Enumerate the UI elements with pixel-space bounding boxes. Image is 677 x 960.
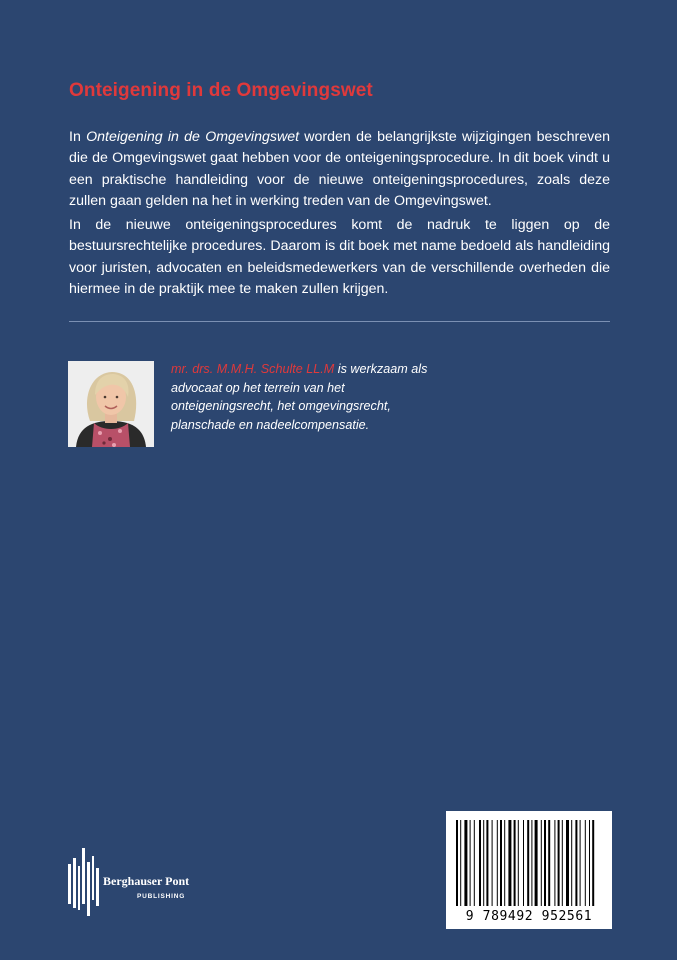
barcode-bar: [464, 820, 467, 906]
barcode-bar: [592, 820, 594, 906]
barcode-bar: [535, 820, 538, 906]
description-paragraph-2: In de nieuwe onteigeningsprocedures komt de nadruk te liggen op de bestuursrechtelijke procedures. Daarom is dit boek met name bedoeld als handleiding voor juristen, advocaten en beleidsmedewerkers van de verschillende overheden die hiermee in de praktijk mee te maken zullen krijgen.: [69, 217, 610, 297]
barcode-bar: [589, 820, 590, 906]
section-divider: [69, 321, 610, 322]
barcode-bar: [585, 820, 586, 906]
barcode-bar: [554, 820, 555, 906]
author-bio: [171, 360, 431, 434]
barcode-bar: [562, 820, 563, 906]
isbn-number: 9 789492 952561: [465, 909, 593, 924]
barcode-bar: [479, 820, 481, 906]
barcode-bar: [456, 820, 458, 906]
barcode-bar: [548, 820, 550, 906]
barcode-bar: [474, 820, 475, 906]
book-title: Onteigening in de Omgevingswet: [69, 80, 373, 101]
publisher-name: Berghauser Pont: [103, 874, 190, 888]
publisher-subtitle: PUBLISHING: [137, 893, 186, 900]
barcode-bar: [470, 820, 471, 906]
barcode-bar: [575, 820, 577, 906]
barcode-bar: [500, 820, 502, 906]
barcode-bar: [566, 820, 569, 906]
barcode-bar: [541, 820, 542, 906]
barcode-bar: [527, 820, 529, 906]
barcode-bar: [492, 820, 493, 906]
barcode-bar: [518, 820, 519, 906]
barcode-bar: [486, 820, 488, 906]
paragraph-1-italic-title: Onteigening in de Omgevingswet: [86, 129, 300, 145]
barcode-bar: [483, 820, 484, 906]
barcode-bar: [504, 820, 505, 906]
barcode: [446, 811, 612, 929]
barcode-bar: [558, 820, 560, 906]
author-portrait-image: [68, 361, 154, 447]
paragraph-1-lead: In: [69, 129, 87, 145]
barcode-bar: [544, 820, 546, 906]
barcode-bar: [460, 820, 461, 906]
barcode-bar: [523, 820, 524, 906]
barcode-bar: [508, 820, 511, 906]
paragraph-1-rest: worden de belangrijkste wijzigingen beschreven die de Omgevingswet gaat hebben voor de onteigeningsprocedure. In dit boek vindt u een praktische handleiding voor de nieuwe onteigeningsprocedures, zoals deze zullen gaan gelden na het in werking treden van de Omgevingswet.: [69, 129, 611, 209]
barcode-bar: [580, 820, 581, 906]
author-name: mr. drs. M.M.H. Schulte LL.M: [171, 362, 335, 376]
description-paragraph-1: [69, 127, 610, 212]
author-photo: [68, 361, 154, 447]
barcode-bar: [514, 820, 516, 906]
author-bio-text: is werkzaam als advocaat op het terrein van het onteigeningsrecht, het omgevingsrecht, planschade en nadeelcompensatie.: [171, 362, 428, 432]
barcode-bars: [446, 811, 612, 909]
barcode-bar: [497, 820, 498, 906]
barcode-bar: [571, 820, 572, 906]
barcode-bar: [531, 820, 532, 906]
